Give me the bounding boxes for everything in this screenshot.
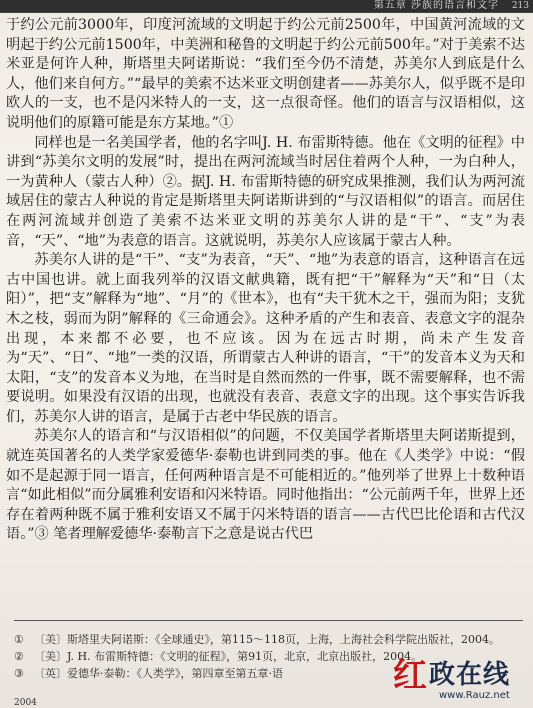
site-watermark bbox=[393, 656, 525, 704]
footnote-text: 〔美〕J. H. 布雷斯特德：《文明的征程》，第91页，北京，北京出版社，2004。 bbox=[34, 650, 423, 663]
footnote-mark: ② bbox=[14, 650, 24, 663]
footnote-mark: ① bbox=[14, 633, 24, 646]
footnote-text: 〔英〕爱德华·泰勒：《人类学》，第四章至第五章·语 bbox=[34, 667, 283, 680]
watermark-logo: 红 bbox=[393, 656, 427, 696]
chapter-title: 第五章 莎族的语言和文字 bbox=[373, 0, 499, 11]
paragraph: 苏美尔人的语言和“与汉语相似”的问题，不仅美国学者斯塔里夫阿诺斯提到，就连英国著名的人类学家爱德华·泰勒也讲到同类的事。他在《人类学》中说：“假如不是起源于同一语言，任何两种语言是不可能相近的。”他列举了世界上十数种语言“如此相似”而分属雅利安语和闪米特语。同时他指出：“公元前两千年，世界上还存在着两种既不属于雅利安语又不属于闪米特语的语言——古代巴比伦语和古代汉语。”③ 笔者理解爱德华·泰勒言下之意是说古代巴 bbox=[6, 428, 525, 543]
running-header bbox=[0, 0, 533, 13]
body-text bbox=[6, 16, 525, 545]
watermark-url: www.Rauz.net bbox=[439, 690, 510, 701]
footnote bbox=[14, 631, 523, 648]
paragraph: 苏美尔人讲的是“干”、“支”为表音，“天”、“地”为表意的语言，这种语言在远古中国也讲。就上面我列举的汉语文献典籍，既有把“干”解释为“天”和“日（太阳）”，把“支”解释为“地”、“月”的《世本》，也有“夫干犹木之干，强而为阳；支犹木之枝，弱而为阴”解释的《三命通会》。这种矛盾的产生和表音、表意文字的混杂出现，本来都不必要，也不应该。因为在远古时期，尚未产生发音为“天”、“日”、“地”一类的汉语，所谓蒙古人种讲的语言，“干”的发音本义为天和太阳，“支”的发音本义为地，在当时是自然而然的一件事，既不需要解释，也不需要说明。如果没有汉语的出现，也就没有表音、表意文字的出现。这个事实告诉我们，苏美尔人讲的语言，是属于古老中华民族的语言。 bbox=[6, 252, 525, 425]
watermark-text: 政在线 bbox=[429, 660, 511, 690]
paragraph: 于约公元前3000年，印度河流域的文明起于约公元前2500年，中国黄河流域的文明起于约公元前1500年，中美洲和秘鲁的文明起于约公元前500年。”对于美索不达米亚是何许人种，斯塔里夫阿诺斯说：“我们至今仍不清楚，苏美尔人到底是什么人，他们来自何方。”“最早的美索不达米亚文明创建者——苏美尔人，似乎既不是印欧人的一支，也不是闪米特人的一支，这一点很奇怪。他们的语言与汉语相似，这说明他们的原籍可能是东方某地。”① bbox=[6, 17, 525, 131]
paragraph: 同样也是一名美国学者，他的名字叫J. H. 布雷斯特德。他在《文明的征程》中讲到“苏美尔文明的发展”时，提出在两河流域当时居住着两个人种，一为白种人，一为黄种人（蒙古人种）②。据J. H. 布雷斯特德的研究成果推测，我们认为两河流域居住的蒙古人种说的肯定是斯塔里夫阿诺斯讲到的“与汉语相似”的语言。而居住在两河流域并创造了美索不达米亚文明的苏美尔人讲的是“干”、“支”为表音，“天”、“地”为表意的语言。这就说明，苏美尔人应该属于蒙古人种。 bbox=[6, 134, 525, 249]
page-bottom-fragment: 2004 bbox=[14, 698, 37, 708]
page-number: 213 bbox=[511, 1, 529, 11]
footnote-mark: ③ bbox=[14, 667, 24, 680]
footnote-text: 〔美〕斯塔里夫阿诺斯：《全球通史》，第115～118页，上海，上海社会科学院出版社，2004。 bbox=[34, 633, 500, 646]
